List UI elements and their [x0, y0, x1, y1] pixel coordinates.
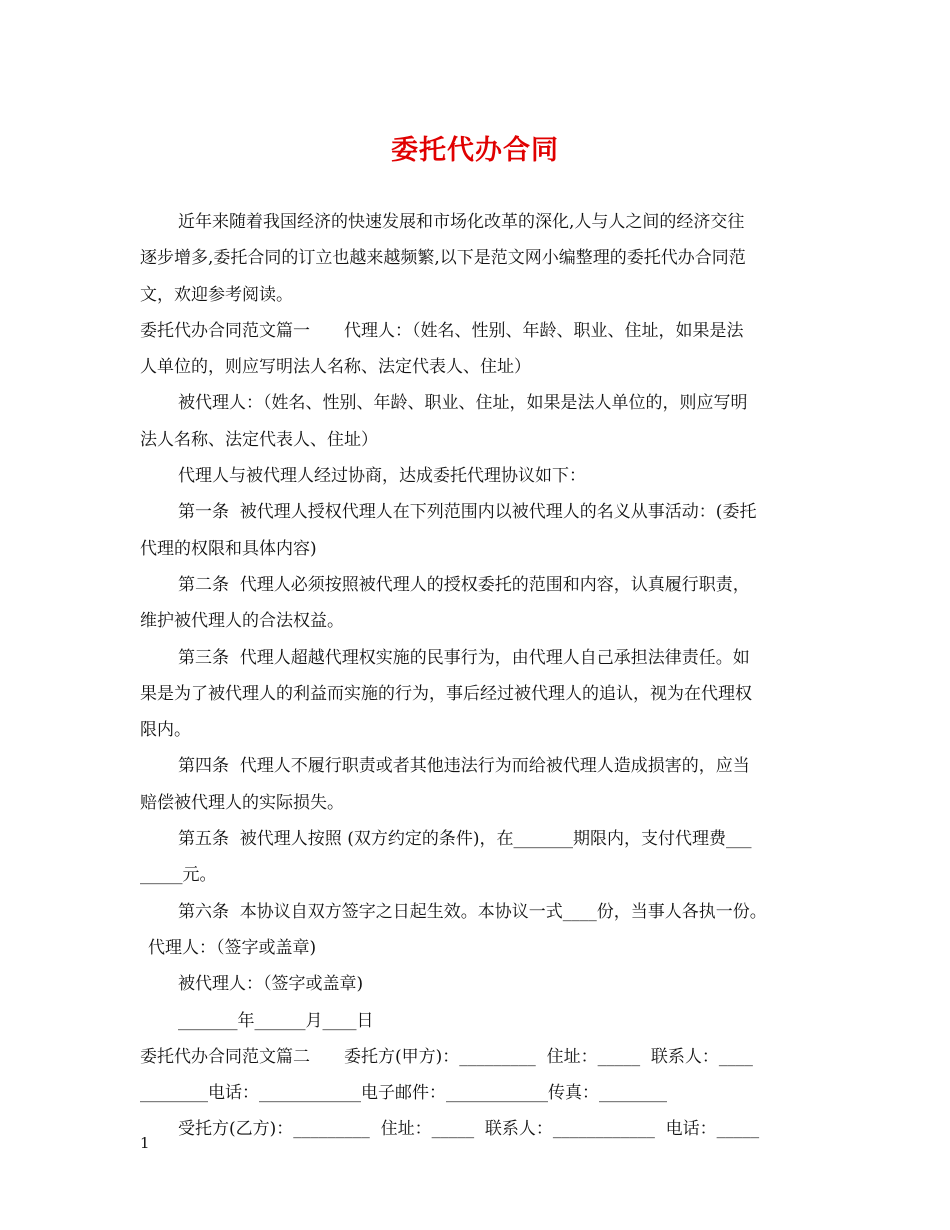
- document-body: [140, 204, 820, 1148]
- sample-one-heading: 委托代办合同范文篇一 代理人：（姓名、性别、年龄、职业、住址，如果是法: [140, 320, 744, 341]
- intro-line-1: 近年来随着我国经济的快速发展和市场化改革的深化,人与人之间的经济交往: [178, 212, 745, 232]
- article-3-line-2: 果是为了被代理人的利益而实施的行为，事后经过被代理人的追认，视为在代理权: [140, 683, 752, 704]
- article-6-line: 第六条 本协议自双方签字之日起生效。本协议一式____份，当事人各执一份。: [178, 901, 767, 922]
- article-3-line-1: 第三条 代理人超越代理权实施的民事行为，由代理人自己承担法律责任。如: [178, 647, 750, 668]
- article-4-line-2: 赔偿被代理人的实际损失。: [140, 792, 344, 813]
- principal-line-2: 法人名称、法定代表人、住址）: [140, 429, 378, 450]
- article-2-line-2: 维护被代理人的合法权益。: [140, 611, 344, 632]
- agreement-intro: 代理人与被代理人经过协商，达成委托代理协议如下：: [178, 466, 586, 487]
- sample-one-line-2: 人单位的，则应写明法人名称、法定代表人、住址）: [140, 357, 531, 378]
- document-title: 委托代办合同: [391, 135, 559, 166]
- intro-line-2: 逐步增多,委托合同的订立也越来越频繁,以下是范文网小编整理的委托代办合同范: [140, 248, 746, 269]
- page-number: 1: [140, 1134, 150, 1152]
- article-5-line-2: _____元。: [140, 865, 217, 886]
- principal-signature: 被代理人：（签字或盖章): [178, 974, 364, 995]
- sample-two-heading: 委托代办合同范文篇二 委托方(甲方)：_________ 住址：_____ 联系人：____: [140, 1046, 753, 1067]
- article-5-line-1: 第五条 被代理人按照 (双方约定的条件)，在_______期限内，支付代理费___: [178, 829, 752, 850]
- date-line: _______年______月____日: [178, 1010, 374, 1031]
- principal-line-1: 被代理人：（姓名、性别、年龄、职业、住址，如果是法人单位的，则应写明: [178, 393, 748, 414]
- article-3-line-3: 限内。: [140, 720, 191, 741]
- article-4-line-1: 第四条 代理人不履行职责或者其他违法行为而给被代理人造成损害的，应当: [178, 756, 750, 777]
- article-2-line-1: 第二条 代理人必须按照被代理人的授权委托的范围和内容，认真履行职责，: [178, 574, 750, 595]
- agent-signature: 代理人：（签字或盖章): [148, 937, 317, 958]
- trustee-line: 受托方(乙方)：_________ 住址：_____ 联系人：____________ 电话：_____: [178, 1119, 760, 1140]
- sample-two-line-2: ________电话：____________电子邮件：____________传真：________: [140, 1083, 667, 1104]
- article-1-line-1: 第一条 被代理人授权代理人在下列范围内以被代理人的名义从事活动：(委托: [178, 502, 757, 523]
- intro-line-3: 文，欢迎参考阅读。: [140, 284, 293, 305]
- article-1-line-2: 代理的权限和具体内容): [140, 538, 317, 559]
